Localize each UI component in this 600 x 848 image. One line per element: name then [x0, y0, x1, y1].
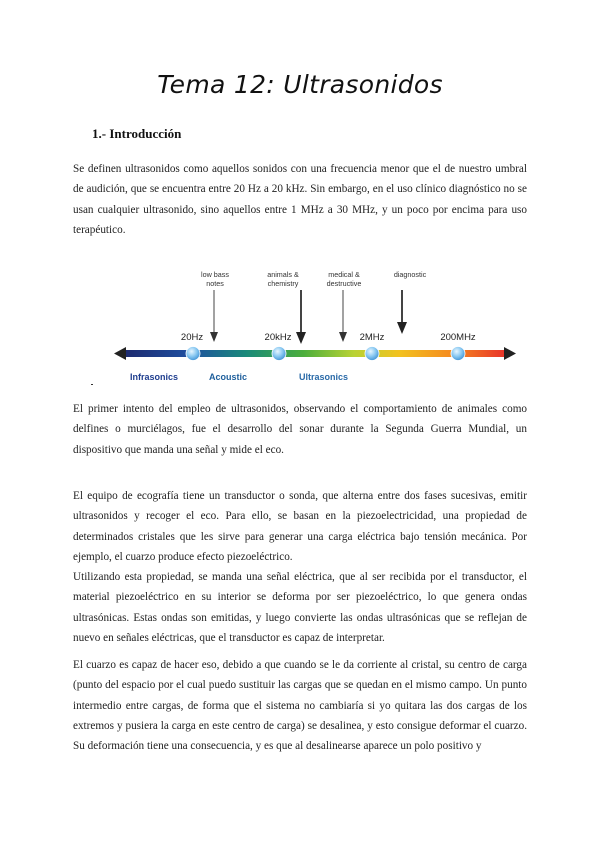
- freq-label-200mhz: 200MHz: [440, 332, 476, 343]
- marker-dot-200mhz: [451, 347, 465, 361]
- paragraph-cuarzo: El cuarzo es capaz de hacer eso, debido a que cuando se le da corriente al cristal, su centro de carga (punto del espacio por el cual puedo sustituir las cargas que se quedan en el mismo campo. Un punto intermedio entre cargas, de forma que el sistema no cambiaría si yo quitara las dos cargas de los extremos y pusiera la carga en este centro de carga) se desalinea, y esto consigue deformar el cuarzo. Su deformación tiene una consecuencia, y es que al desalinearse aparece un polo positivo y: [73, 659, 527, 753]
- arrow-3-head: [339, 332, 347, 342]
- paragraph-sonar: El primer intento del empleo de ultrasonidos, observando el comportamiento de animales como delfines o murciélagos, fue el desarrollo del sonar durante la Segunda Guerra Mundial, un dispositivo que manda una señal y mide el eco.: [73, 403, 527, 456]
- arrows-group: [214, 290, 402, 334]
- arrow-2-head: [296, 332, 306, 344]
- band-label-acoustic: Acoustic: [209, 372, 248, 382]
- spectrum-left-arrow-icon: [114, 347, 126, 360]
- section-heading: 1.- Introducción: [92, 126, 182, 141]
- spectrum-right-arrow-icon: [504, 347, 516, 360]
- top-label-4-line1: diagnostic: [393, 270, 427, 279]
- freq-label-20hz: 20Hz: [180, 332, 204, 343]
- top-label-2-line2: chemistry: [267, 279, 299, 288]
- marker-dot-2mhz: [365, 347, 379, 361]
- paragraph-transductor: El equipo de ecografía tiene un transductor o sonda, que alterna entre dos fases sucesivas, emitir ultrasonidos y recoger el eco. Para ello, se basan en la piezoelectricidad, una propiedad de determinados cristales que les sirve para generar una carga eléctrica bajo tensión mecánica. Por ejemplo, el cuarzo produce efecto piezoeléctrico.: [73, 490, 527, 563]
- top-label-3-line1: medical &: [328, 270, 360, 279]
- top-label-1-line2: notes: [206, 279, 224, 288]
- top-label-1-line1: low bass: [201, 270, 229, 279]
- arrow-4-head: [397, 322, 407, 334]
- marker-dot-20hz: [186, 347, 200, 361]
- band-label-ultrasonics: Ultrasonics: [299, 372, 349, 382]
- arrow-1-head: [210, 332, 218, 342]
- top-label-3-line2: destructive: [326, 279, 362, 288]
- spectrum-svg: [110, 268, 520, 392]
- stray-mark: [91, 384, 93, 385]
- paragraph-intro: Se definen ultrasonidos como aquellos sonidos con una frecuencia menor que el de nuestro umbral de audición, que se encuentra entre 20 Hz a 20 kHz. Sin embargo, en el uso clínico diagnóstico no se usan cualquier ultrasonido, sino aquellos entre 1 MHz a 30 MHz, y un poco por encima para uso terapéutico.: [73, 163, 527, 236]
- page-title: Tema 12: Ultrasonidos: [157, 70, 443, 99]
- top-label-2-line1: animals &: [267, 270, 299, 279]
- marker-dot-20khz: [272, 347, 286, 361]
- spectrum-bar: [124, 350, 506, 357]
- paragraph-propiedad: Utilizando esta propiedad, se manda una señal eléctrica, que al ser recibida por el transductor, el material piezoeléctrico en su interior se deforma por ser piezoeléctrico, lo que genera ondas ultrasónicas. Estas ondas son emitidas, y luego convierte las ondas ultrasónicas que se reflejan de nuevo en señales eléctricas, que el transductor es capaz de interpretar.: [73, 571, 527, 644]
- freq-label-2mhz: 2MHz: [359, 332, 385, 343]
- freq-label-20khz: 20kHz: [264, 332, 292, 343]
- frequency-spectrum-figure: [110, 268, 520, 392]
- band-label-infrasonics: Infrasonics: [130, 372, 179, 382]
